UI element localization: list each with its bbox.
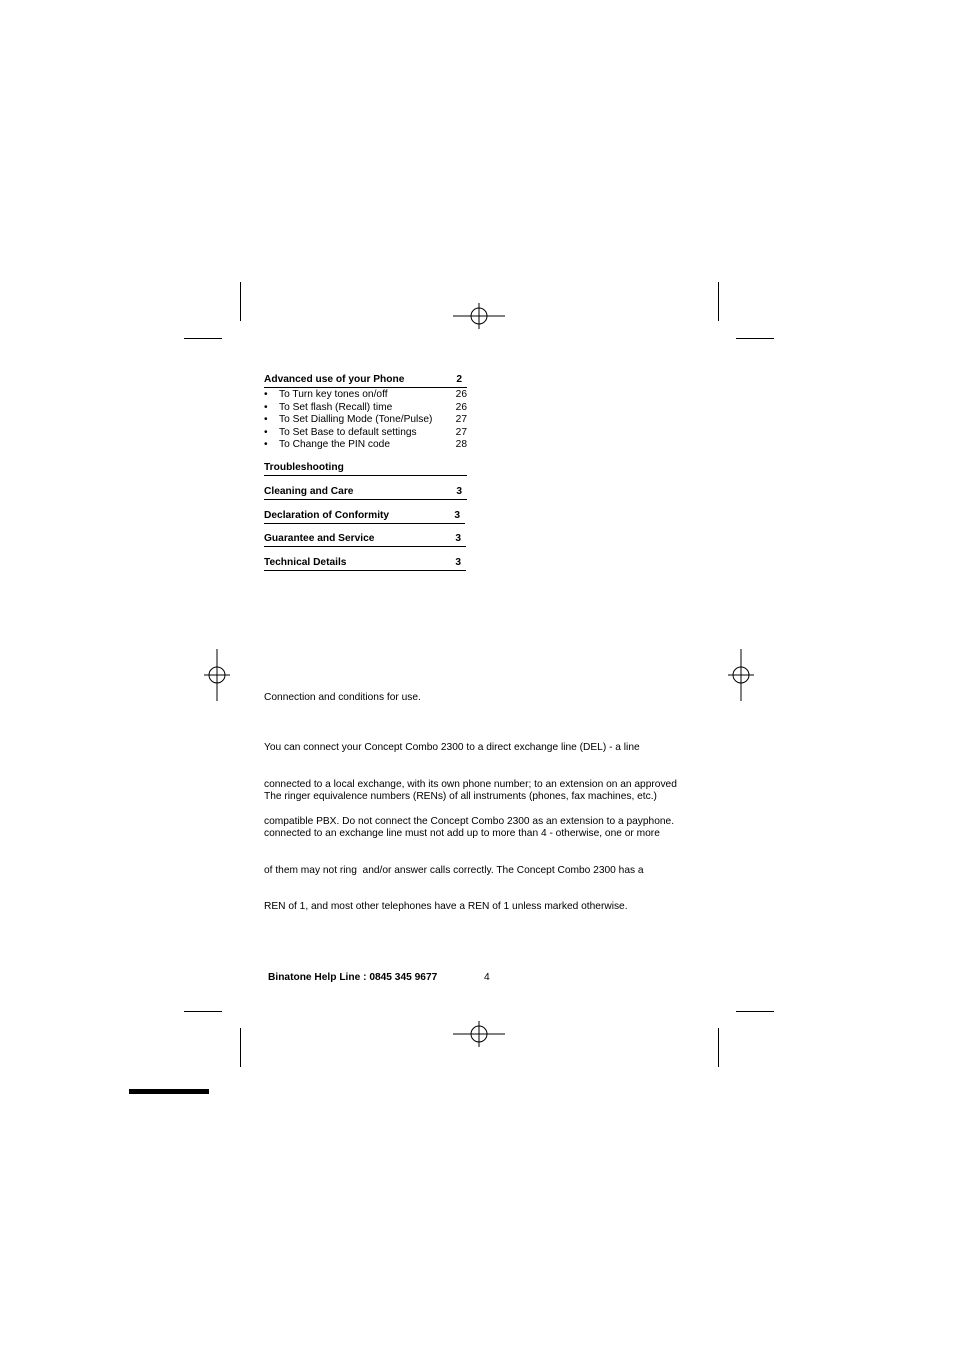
toc-section-page: 3	[456, 486, 462, 497]
toc-subitem-page: 26	[455, 401, 467, 413]
toc-section-page: 3	[454, 510, 460, 521]
registration-mark-left-icon	[204, 649, 230, 701]
paragraph-line: connected to a local exchange, with its own phone number; to an extension on an approved	[264, 779, 677, 791]
toc-section-page: 3	[455, 533, 461, 544]
toc-subitem-page: 27	[455, 426, 467, 438]
bullet-icon: •	[264, 401, 268, 413]
toc-section-declaration	[264, 510, 465, 524]
toc-section-page: 2	[456, 374, 462, 385]
page-number: 4	[484, 972, 490, 983]
toc-subitem-label: To Set Base to default settings	[279, 426, 417, 438]
paragraph-line: connected to an exchange line must not add up to more than 4 - otherwise, one or more	[264, 828, 660, 840]
crop-mark-top-right-vertical	[718, 282, 719, 321]
toc-section-title: Cleaning and Care	[264, 486, 354, 497]
toc-section-page: 3	[455, 557, 461, 568]
crop-mark-bottom-right-vertical	[718, 1028, 719, 1067]
color-bar-mark	[129, 1089, 209, 1094]
crop-mark-bottom-left-vertical	[240, 1028, 241, 1067]
crop-mark-top-left-vertical	[240, 282, 241, 321]
toc-section-technical	[264, 557, 466, 571]
bullet-icon: •	[264, 389, 268, 400]
help-line: Binatone Help Line : 0845 345 9677	[268, 972, 438, 983]
paragraph-line: You can connect your Concept Combo 2300 to a direct exchange line (DEL) - a line	[264, 742, 640, 754]
crop-mark-bottom-left-horizontal	[184, 1011, 222, 1012]
toc-subitem-label: To Turn key tones on/off	[279, 389, 388, 400]
toc-subitem-label: To Set Dialling Mode (Tone/Pulse)	[279, 414, 433, 425]
toc-section-title: Guarantee and Service	[264, 533, 375, 544]
toc-subitem	[264, 402, 467, 415]
toc-section-technical-wrap	[264, 557, 466, 571]
paragraph-line: compatible PBX. Do not connect the Concept Combo 2300 as an extension to a payphone.	[264, 815, 675, 827]
toc-subitem	[264, 389, 467, 402]
toc-section-troubleshooting-wrap	[264, 462, 467, 476]
toc-subitem-page: 27	[455, 414, 467, 425]
toc-subitem	[264, 439, 467, 452]
crop-mark-bottom-right-horizontal	[736, 1011, 774, 1012]
toc-subitem-page: 28	[455, 439, 467, 450]
toc-subitem	[264, 427, 467, 440]
toc-subitem-label: To Change the PIN code	[279, 439, 391, 450]
toc-section-troubleshooting	[264, 462, 467, 476]
toc-subitem-page: 26	[455, 389, 467, 400]
paragraph-line: of them may not ring and/or answer calls correctly. The Concept Combo 2300 has a	[264, 864, 644, 876]
toc-section-guarantee	[264, 533, 466, 547]
bullet-icon: •	[264, 439, 268, 450]
bullet-icon: •	[264, 414, 268, 425]
registration-mark-top-icon	[453, 303, 505, 329]
ren-paragraph	[264, 767, 660, 926]
bullet-icon: •	[264, 426, 268, 438]
registration-mark-right-icon	[728, 649, 754, 701]
toc-section-cleaning-wrap	[264, 486, 467, 500]
paragraph-line: The ringer equivalence numbers (RENs) of all instruments (phones, fax machines, etc.)	[264, 791, 657, 803]
toc-subitem-list	[264, 389, 467, 452]
toc-section-advanced	[264, 374, 467, 388]
connection-heading: Connection and conditions for use.	[264, 692, 421, 703]
registration-mark-bottom-icon	[453, 1021, 505, 1047]
paragraph-line: REN of 1, and most other telephones have a REN of 1 unless marked otherwise.	[264, 901, 628, 913]
toc-section-title: Declaration of Conformity	[264, 510, 390, 521]
toc-section-guarantee-wrap	[264, 533, 466, 547]
crop-mark-top-right-horizontal	[736, 338, 774, 339]
toc-subitem-label: To Set flash (Recall) time	[279, 401, 393, 413]
toc-section-declaration-wrap	[264, 510, 465, 524]
table-of-contents	[264, 374, 467, 452]
toc-subitem	[264, 414, 467, 427]
toc-section-title: Troubleshooting	[264, 462, 344, 473]
toc-section-cleaning	[264, 486, 467, 500]
toc-section-title: Technical Details	[264, 557, 347, 568]
toc-section-title: Advanced use of your Phone	[264, 374, 405, 385]
crop-mark-top-left-horizontal	[184, 338, 222, 339]
